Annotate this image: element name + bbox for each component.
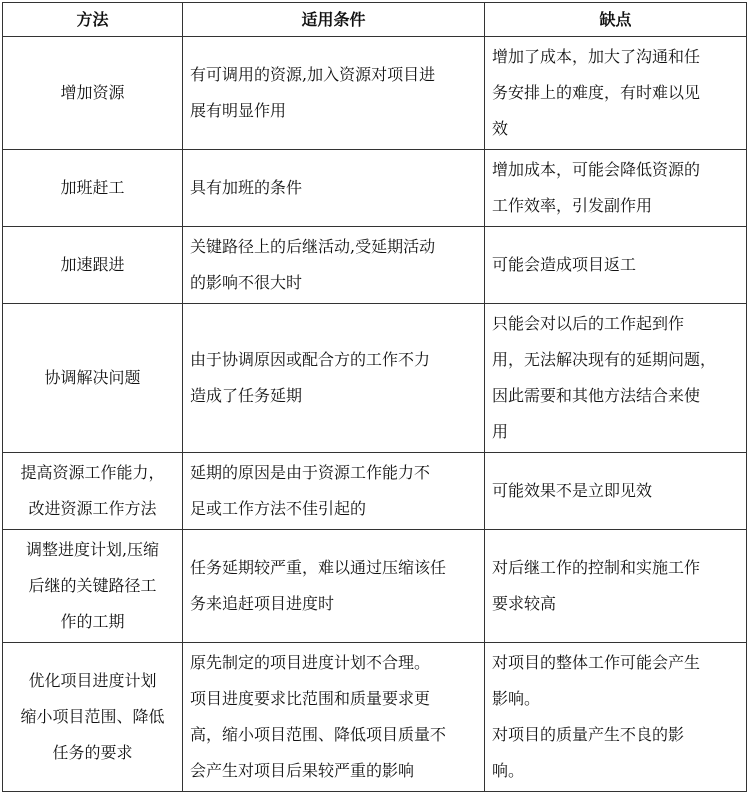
header-condition: 适用条件 [183, 3, 485, 37]
header-method: 方法 [3, 3, 183, 37]
cell-text-line: 务安排上的难度，有时难以见 [492, 83, 701, 102]
cell-text-line: 增加资源 [60, 83, 125, 102]
cell-text-line: 足或工作方法不佳引起的 [190, 499, 367, 518]
method-cell [3, 453, 183, 530]
cell-text-line: 用，无法解决现有的延期问题， [492, 350, 717, 369]
cell-text-line: 务来追赶项目进度时 [190, 594, 335, 613]
cons-cell [485, 227, 747, 304]
cell-text-line: 协调解决问题 [44, 368, 141, 387]
table-row [3, 227, 747, 304]
schedule-methods-table [2, 2, 747, 792]
cell-text-line: 造成了任务延期 [190, 386, 303, 405]
method-cell [3, 150, 183, 227]
cell-text-line: 关键路径上的后继活动,受延期活动 [190, 237, 436, 256]
cond-cell [183, 643, 485, 792]
cell-text-line: 对项目的质量产生不良的影 [492, 725, 685, 744]
cell-text-line: 对项目的整体工作可能会产生 [492, 653, 701, 672]
cell-text-line: 可能会造成项目返工 [492, 255, 637, 274]
cell-text-line: 加速跟进 [60, 255, 125, 274]
cons-cell [485, 37, 747, 150]
cond-cell [183, 227, 485, 304]
cell-text-line: 高，缩小项目范围、降低项目质量不 [190, 725, 447, 744]
table-body [3, 37, 747, 792]
header-row [3, 3, 747, 37]
table-row [3, 643, 747, 792]
cond-cell [183, 530, 485, 643]
cell-text-line: 延期的原因是由于资源工作能力不 [190, 463, 431, 482]
cell-text-line: 可能效果不是立即见效 [492, 481, 653, 500]
table-row [3, 150, 747, 227]
cond-cell [183, 304, 485, 453]
cell-text-line: 任务的要求 [52, 743, 133, 762]
cell-text-line: 改进资源工作方法 [28, 499, 157, 518]
cell-text-line: 优化项目进度计划 [28, 671, 157, 690]
cons-cell [485, 530, 747, 643]
cell-text-line: 响。 [492, 761, 525, 780]
table-row [3, 37, 747, 150]
cell-text-line: 任务延期较严重，难以通过压缩该任 [190, 558, 447, 577]
cond-cell [183, 37, 485, 150]
cell-text-line: 增加了成本，加大了沟通和任 [492, 47, 701, 66]
cell-text-line: 加班赶工 [60, 178, 125, 197]
header-drawback: 缺点 [485, 3, 747, 37]
cell-text-line: 后继的关键路径工 [28, 576, 157, 595]
cell-text-line: 提高资源工作能力， [20, 463, 165, 482]
cell-text-line: 调整进度计划,压缩 [25, 540, 160, 559]
cond-cell [183, 453, 485, 530]
cell-text-line: 作的工期 [60, 612, 125, 631]
cell-text-line: 影响。 [492, 689, 541, 708]
cell-text-line: 用 [492, 422, 509, 441]
cell-text-line: 缩小项目范围、降低 [20, 707, 165, 726]
cell-text-line: 具有加班的条件 [190, 178, 303, 197]
cons-cell [485, 150, 747, 227]
cell-text-line: 要求较高 [492, 594, 557, 613]
cell-text-line: 效 [492, 119, 509, 138]
table-row [3, 304, 747, 453]
cell-text-line: 工作效率，引发副作用 [492, 196, 653, 215]
cell-text-line: 由于协调原因或配合方的工作不力 [190, 350, 431, 369]
table-row [3, 530, 747, 643]
cell-text-line: 项目进度要求比范围和质量要求更 [190, 689, 431, 708]
cell-text-line: 因此需要和其他方法结合来使 [492, 386, 701, 405]
method-cell [3, 643, 183, 792]
method-cell [3, 37, 183, 150]
method-cell [3, 530, 183, 643]
cond-cell [183, 150, 485, 227]
cell-text-line: 的影响不很大时 [190, 273, 303, 292]
cell-text-line: 有可调用的资源,加入资源对项目进 [190, 65, 436, 84]
method-cell [3, 304, 183, 453]
cell-text-line: 原先制定的项目进度计划不合理。 [190, 653, 431, 672]
table-row [3, 453, 747, 530]
method-cell [3, 227, 183, 304]
cell-text-line: 只能会对以后的工作起到作 [492, 314, 685, 333]
cons-cell [485, 453, 747, 530]
cons-cell [485, 304, 747, 453]
cell-text-line: 会产生对项目后果较严重的影响 [190, 761, 415, 780]
cell-text-line: 增加成本，可能会降低资源的 [492, 160, 701, 179]
cons-cell [485, 643, 747, 792]
cell-text-line: 展有明显作用 [190, 101, 287, 120]
cell-text-line: 对后继工作的控制和实施工作 [492, 558, 701, 577]
